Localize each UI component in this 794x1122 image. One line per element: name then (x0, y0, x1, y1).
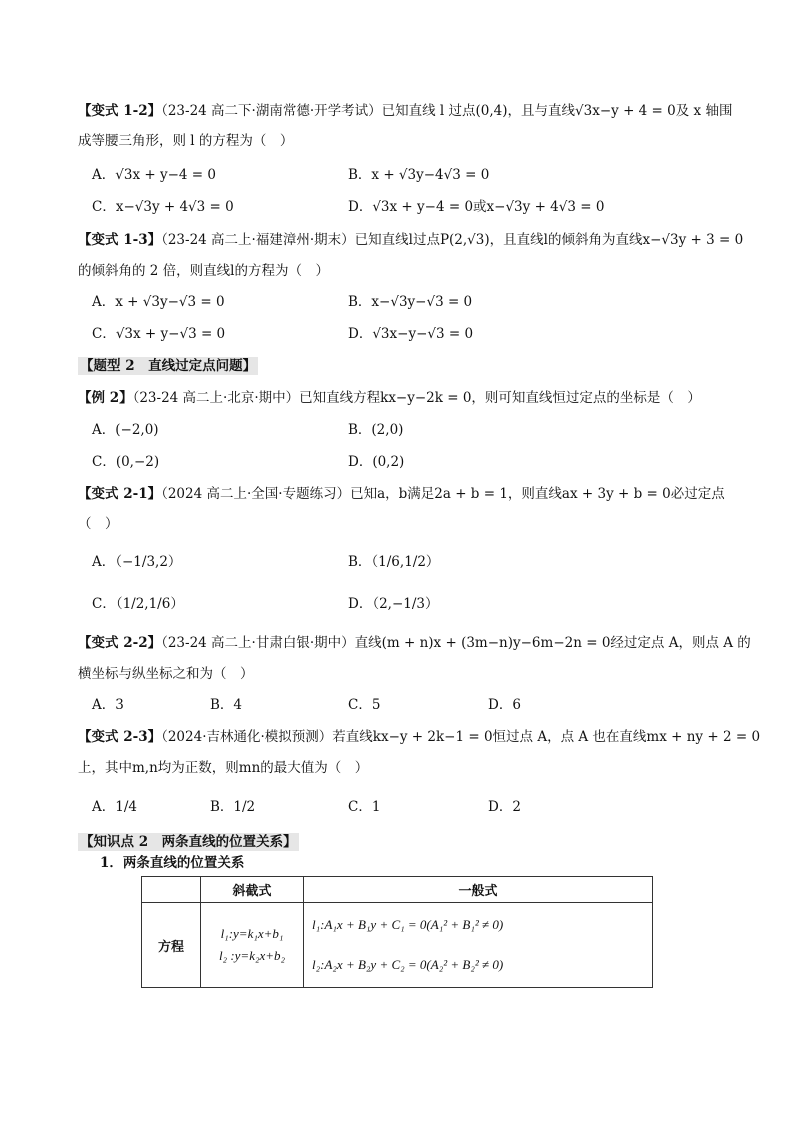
option-d: D．2 (488, 799, 521, 815)
section-heading-type2: 【题型 2 直线过定点问题】 (80, 358, 257, 374)
problem-text: （23-24 高二下·湖南常德·开学考试）已知直线 l 过点(0,4)，且与直线√3x−y + 4 = 0及 x 轴围 (161, 103, 733, 119)
problem-ex2-line1 (78, 388, 701, 408)
option-c: C．5 (348, 697, 381, 713)
problem-v2-1-line2: （ ） (78, 516, 119, 532)
problem-tag: 【变式 2-3】 (78, 729, 162, 745)
option-c: C．(0,−2) (92, 454, 160, 470)
table-row-label: 方程 (142, 903, 201, 988)
option-b: B．x−√3y−√3 = 0 (348, 294, 473, 310)
option-b: B．4 (210, 697, 243, 713)
table-header-slope-intercept: 斜截式 (201, 877, 304, 903)
problem-v2-2-line1 (78, 633, 751, 653)
problem-tag: 【变式 2-2】 (78, 635, 162, 651)
problem-v2-1-line1 (78, 484, 725, 504)
problem-text: （23-24 高二上·甘肃白银·期中）直线(m + n)x + (3m−n)y−6m−2n = 0经过定点 A，则点 A 的 (161, 635, 751, 651)
option-a: A．（−1/3,2） (92, 554, 182, 570)
problem-v1-3-line2: 的倾斜角的 2 倍，则直线l的方程为（ ） (78, 263, 329, 279)
option-c: C．x−√3y + 4√3 = 0 (92, 199, 234, 215)
problem-tag: 【变式 1-2】 (78, 103, 162, 119)
option-c: C．1 (348, 799, 381, 815)
table-cell-slope-intercept (201, 903, 304, 988)
option-b: B．x + √3y−4√3 = 0 (348, 167, 490, 183)
problem-v2-3-line1 (78, 727, 760, 747)
section-heading-kp2: 【知识点 2 两条直线的位置关系】 (80, 834, 297, 850)
equation-l2-general: l₂:A₂x + B₂y + C₂ = 0(A₂² + B₂² ≠ 0) (312, 957, 504, 972)
option-d: D．(0,2) (348, 454, 405, 470)
problem-text: （23-24 高二上·福建漳州·期末）已知直线l过点P(2,√3)，且直线l的倾斜角为直线x−√3y + 3 = 0 (161, 232, 744, 248)
option-a: A．x + √3y−√3 = 0 (92, 294, 225, 310)
option-d: D．√3x−y−√3 = 0 (348, 326, 474, 342)
option-a: A．√3x + y−4 = 0 (92, 167, 216, 183)
equation-l1-general: l₁:A₁x + B₁y + C₁ = 0(A₁² + B₁² ≠ 0) (312, 917, 504, 932)
option-a: A．1/4 (92, 799, 137, 815)
problem-v2-2-line2: 横坐标与纵坐标之和为（ ） (78, 666, 254, 682)
table-header-general: 一般式 (304, 877, 653, 903)
option-d: D．6 (488, 697, 521, 713)
option-b: B．（1/6,1/2） (348, 554, 440, 570)
table-cell-general (304, 903, 653, 988)
option-b: B．(2,0) (348, 422, 404, 438)
option-c: C．√3x + y−√3 = 0 (92, 326, 226, 342)
problem-text: （2024 高二上·全国·专题练习）已知a，b满足2a + b = 1，则直线ax + 3y + b = 0必过定点 (161, 486, 725, 502)
option-d: D．（2,−1/3） (348, 596, 439, 612)
problem-tag: 【例 2】 (78, 390, 133, 406)
option-c: C．（1/2,1/6） (92, 596, 184, 612)
problem-tag: 【变式 1-3】 (78, 232, 162, 248)
equation-l1: l₁:y=k₁x+b₁ (220, 926, 284, 941)
subsection-title: 1．两条直线的位置关系 (100, 855, 245, 871)
relation-table (141, 876, 653, 988)
table-corner (142, 877, 201, 903)
problem-tag: 【变式 2-1】 (78, 486, 162, 502)
problem-text: （2024·吉林通化·模拟预测）若直线kx−y + 2k−1 = 0恒过点 A，点 A 也在直线mx + ny + 2 = 0 (161, 729, 761, 745)
option-a: A．3 (92, 697, 124, 713)
option-a: A．(−2,0) (92, 422, 159, 438)
option-d: D．√3x + y−4 = 0或x−√3y + 4√3 = 0 (348, 199, 605, 215)
problem-text: （23-24 高二上·北京·期中）已知直线方程kx−y−2k = 0，则可知直线恒过定点的坐标是（ ） (132, 390, 701, 406)
problem-v1-2-line1 (78, 101, 732, 121)
option-b: B．1/2 (210, 799, 256, 815)
problem-v2-3-line2: 上，其中m,n均为正数，则mn的最大值为（ ） (78, 760, 369, 776)
problem-v1-3-line1 (78, 230, 743, 250)
equation-l2: l₂ :y=k₂x+b₂ (218, 948, 286, 963)
problem-v1-2-line2: 成等腰三角形，则 l 的方程为（ ） (78, 133, 294, 149)
